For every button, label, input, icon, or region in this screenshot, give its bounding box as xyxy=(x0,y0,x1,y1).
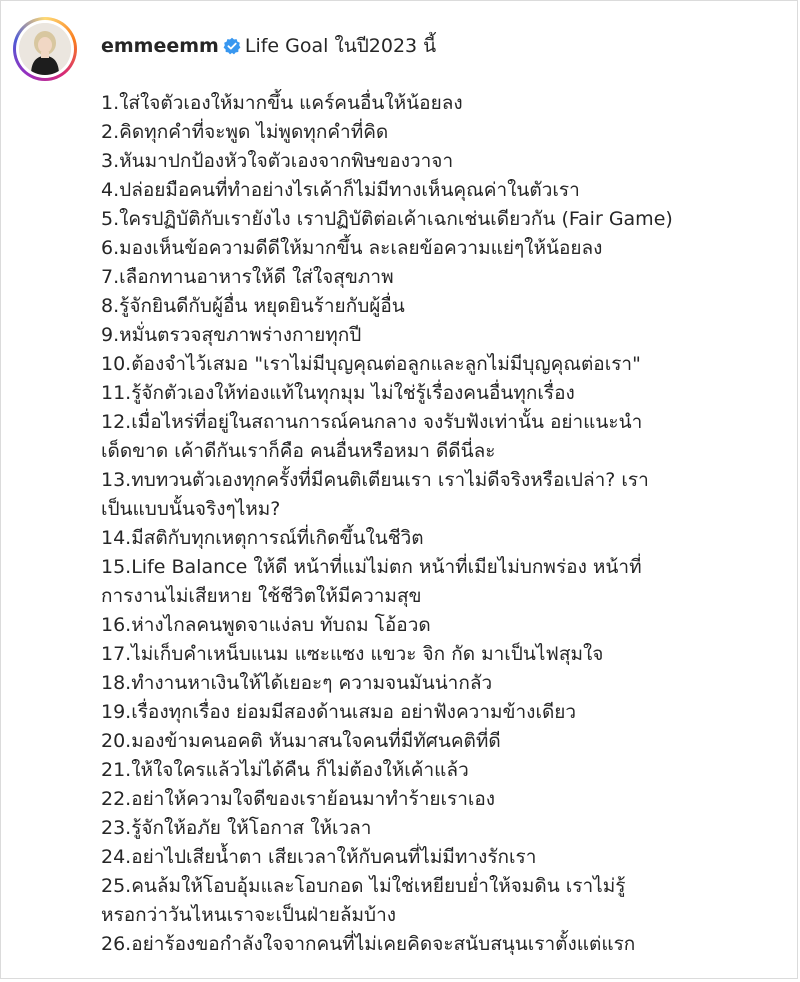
goal-item: 7.เลือกทานอาหารให้ดี ใส่ใจสุขภาพ xyxy=(101,266,394,288)
goal-item: 14.มีสติกับทุกเหตุการณ์ที่เกิดขึ้นในชีวิต xyxy=(101,527,424,549)
goal-item-continued: เป็นแบบนั้นจริงๆไหม? xyxy=(101,498,281,520)
goal-item: 23.รู้จักให้อภัย ให้โอกาส ให้เวลา xyxy=(101,817,372,839)
goal-item: 15.Life Balance ให้ดี หน้าที่แม่ไม่ตก หน้าที่เมียไม่บกพร่อง หน้าที่ xyxy=(101,556,642,578)
caption-title: Life Goal ในปี2023 นี้ xyxy=(244,35,437,57)
goal-item: 12.เมื่อไหร่ที่อยู่ในสถานการณ์คนกลาง จงรับฟังเท่านั้น อย่าแนะนำ xyxy=(101,411,643,433)
goal-item-continued: หรอกว่าวันไหนเราจะเป็นฝ่ายล้มบ้าง xyxy=(101,904,397,926)
goal-item: 24.อย่าไปเสียน้ำตา เสียเวลาให้กับคนที่ไม่มีทางรักเรา xyxy=(101,846,537,868)
avatar[interactable] xyxy=(19,23,71,75)
goal-item: 21.ให้ใจใครแล้วไม่ได้คืน ก็ไม่ต้องให้เค้าแล้ว xyxy=(101,759,469,781)
goal-item: 26.อย่าร้องขอกำลังใจจากคนที่ไม่เคยคิดจะสนับสนุนเราตั้งแต่แรก xyxy=(101,933,636,955)
goal-item: 25.คนล้มให้โอบอุ้มและโอบกอด ไม่ใช่เหยียบย่ำให้จมดิน เราไม่รู้ xyxy=(101,875,626,897)
goal-item: 5.ใครปฏิบัติกับเรายังไง เราปฏิบัติต่อเค้าเฉกเช่นเดียวกัน (Fair Game) xyxy=(101,208,673,230)
goal-list xyxy=(101,89,791,959)
goal-item: 6.มองเห็นข้อความดีดีให้มากขึ้น ละเลยข้อความแย่ๆให้น้อยลง xyxy=(101,237,603,259)
goal-item: 11.รู้จักตัวเองให้ท่องแท้ในทุกมุม ไม่ใช่รู้เรื่องคนอื่นทุกเรื่อง xyxy=(101,382,575,404)
goal-item: 9.หมั่นตรวจสุขภาพร่างกายทุกปี xyxy=(101,324,362,346)
goal-item: 22.อย่าให้ความใจดีของเราย้อนมาทำร้ายเราเอง xyxy=(101,788,496,810)
goal-item: 10.ต้องจำไว้เสมอ "เราไม่มีบุญคุณต่อลูกและลูกไม่มีบุญคุณต่อเรา" xyxy=(101,353,641,375)
verified-badge-icon xyxy=(223,36,241,62)
goal-item: 4.ปล่อยมือคนที่ทำอย่างไรเค้าก็ไม่มีทางเห็นคุณค่าในตัวเรา xyxy=(101,179,580,201)
goal-item-continued: การงานไม่เสียหาย ใช้ชีวิตให้มีความสุข xyxy=(101,585,422,607)
caption-header xyxy=(101,33,436,62)
goal-item-continued: เด็ดขาด เค้าดีกันเราก็คือ คนอื่นหรือหมา ดีดีนี่ละ xyxy=(101,440,496,462)
goal-item: 2.คิดทุกคำที่จะพูด ไม่พูดทุกคำที่คิด xyxy=(101,121,389,143)
goal-item: 17.ไม่เก็บคำเหน็บแนม แซะแซง แขวะ จิก กัด มาเป็นไฟสุมใจ xyxy=(101,643,604,665)
goal-item: 19.เรื่องทุกเรื่อง ย่อมมีสองด้านเสมอ อย่าฟังความข้างเดียว xyxy=(101,701,577,723)
goal-item: 16.ห่างไกลคนพูดจาแง่ลบ ทับถม โอ้อวด xyxy=(101,614,431,636)
goal-item: 18.ทำงานหาเงินให้ได้เยอะๆ ความจนมันน่ากลัว xyxy=(101,672,493,694)
goal-item: 8.รู้จักยินดีกับผู้อื่น หยุดยินร้ายกับผู้อื่น xyxy=(101,295,405,317)
story-ring[interactable] xyxy=(13,17,77,81)
goal-item: 13.ทบทวนตัวเองทุกครั้งที่มีคนติเตียนเรา เราไม่ดีจริงหรือเปล่า? เรา xyxy=(101,469,649,491)
goal-item: 3.หันมาปกป้องหัวใจตัวเองจากพิษของวาจา xyxy=(101,150,454,172)
goal-item: 1.ใส่ใจตัวเองให้มากขึ้น แคร์คนอื่นให้น้อยลง xyxy=(101,92,463,114)
username-link[interactable]: emmeemm xyxy=(101,35,219,57)
goal-item: 20.มองข้ามคนอคติ หันมาสนใจคนที่มีทัศนคติที่ดี xyxy=(101,730,501,752)
profile-photo-icon xyxy=(19,23,71,75)
